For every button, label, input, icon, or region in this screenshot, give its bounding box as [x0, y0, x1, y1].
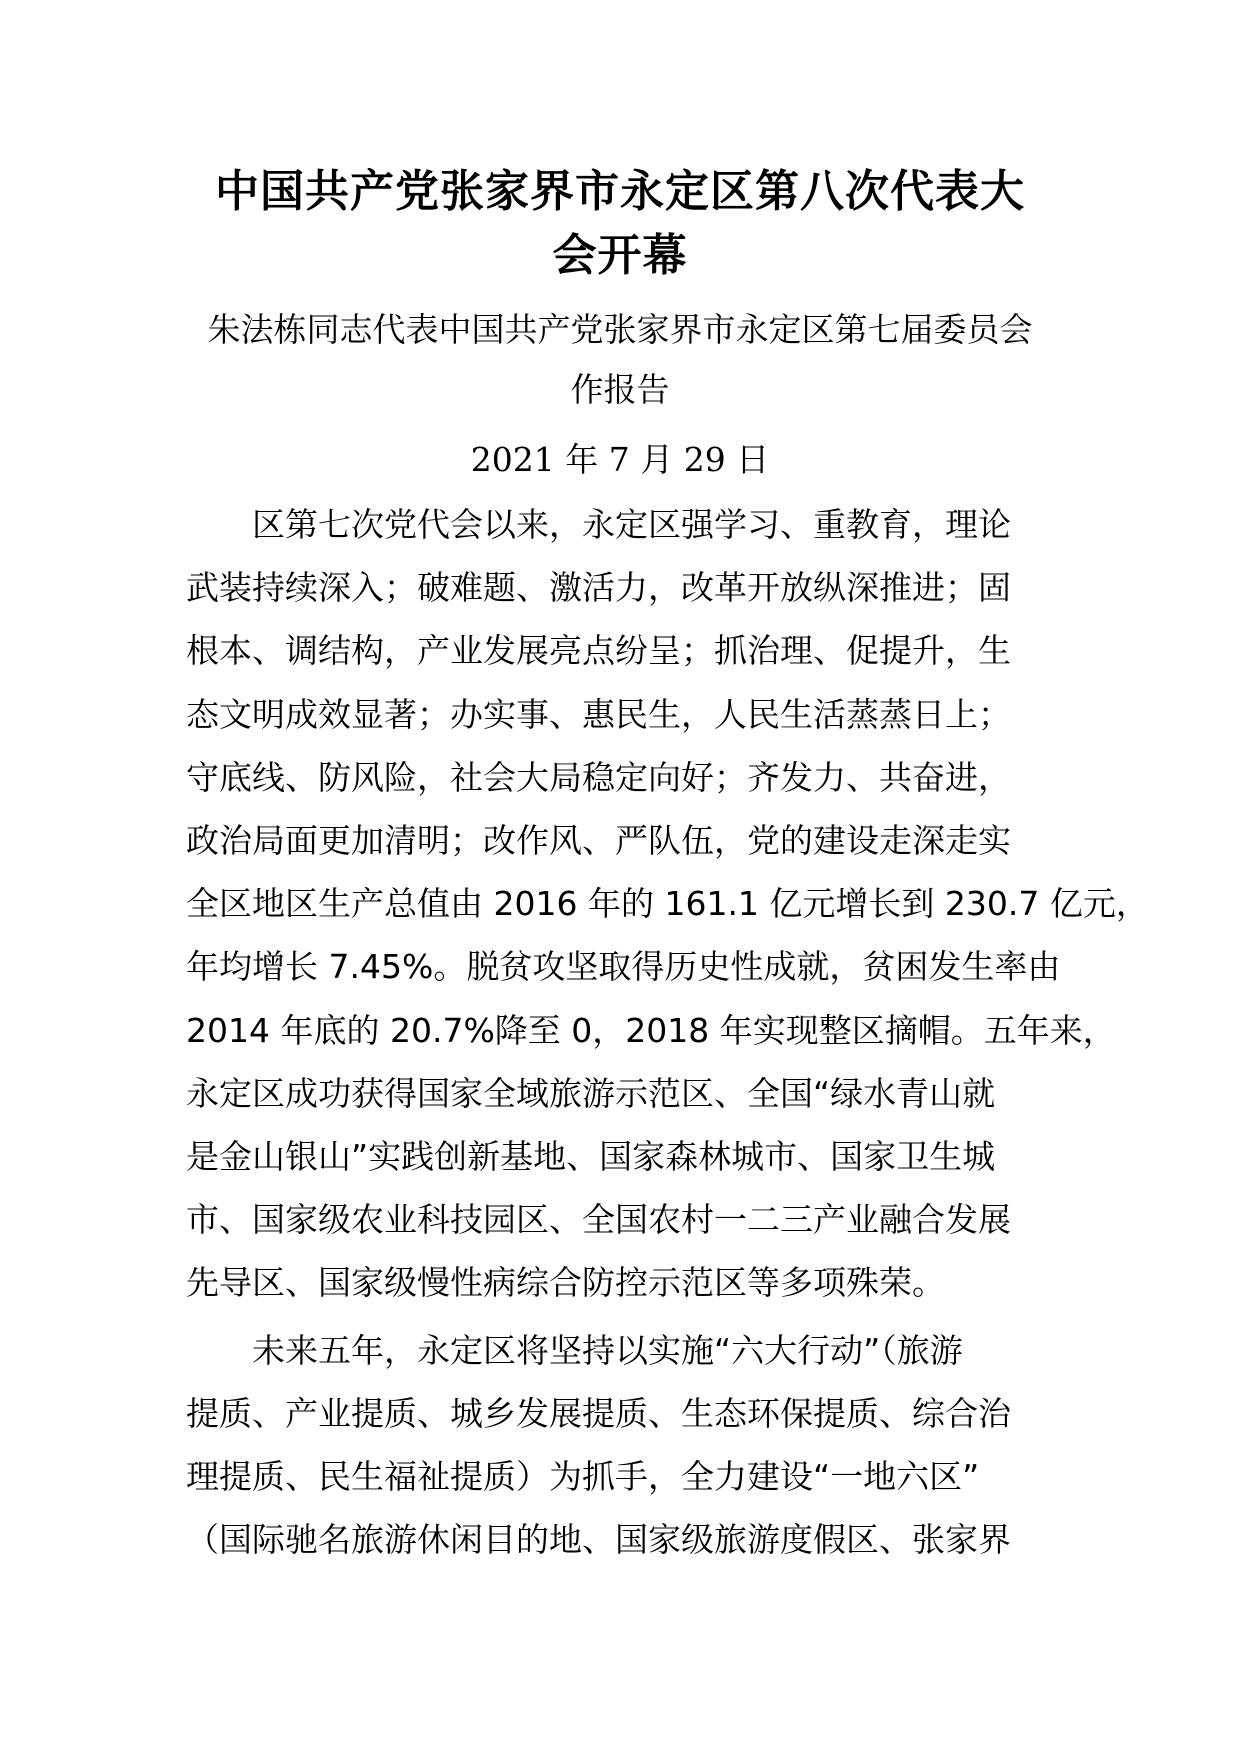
paragraph-line: 先导区、国家级慢性病综合防控示范区等多项殊荣。: [186, 1263, 945, 1303]
document-subtitle: [150, 300, 1090, 420]
paragraph-line: 态文明成效显著；办实事、惠民生，人民生活蒸蒸日上；: [186, 694, 1011, 734]
title-line: 会开幕: [552, 230, 688, 281]
paragraph-line: 年均增长 7.45%。脱贫攻坚取得历史性成就，贫困发生率由: [186, 947, 1061, 987]
title-line: 中国共产党张家界市永定区第八次代表大: [215, 166, 1025, 217]
paragraph-line: 提质、产业提质、城乡发展提质、生态环保提质、综合治: [186, 1393, 1011, 1433]
subtitle-line: 作报告: [570, 370, 670, 409]
paragraph-line: 理提质、民生福祉提质）为抓手，全力建设“一地六区”: [186, 1457, 980, 1497]
paragraph-line: 是金山银山”实践创新基地、国家森林城市、国家卫生城: [186, 1137, 996, 1177]
paragraph-line: 区第七次党代会以来，永定区强学习、重教育，理论: [252, 505, 1011, 544]
paragraph-line: 全区地区生产总值由 2016 年的 161.1 亿元增长到 230.7 亿元，: [186, 884, 1149, 924]
paragraph-line: 未来五年，永定区将坚持以实施“六大行动”（旅游: [252, 1330, 963, 1370]
paragraph-line: 市、国家级农业科技园区、全国农村一二三产业融合发展: [186, 1200, 1011, 1240]
document-date: 2021 年 7 月 29 日: [470, 440, 770, 479]
paragraph-line: （国际驰名旅游休闲目的地、国家级旅游度假区、张家界: [186, 1520, 1011, 1560]
paragraph-line: 永定区成功获得国家全域旅游示范区、全国“绿水青山就: [186, 1073, 996, 1113]
subtitle-line: 朱法栋同志代表中国共产党张家界市永定区第七届委员会: [207, 310, 1033, 349]
body-paragraph: [186, 1319, 1086, 1572]
paragraph-line: 2014 年底的 20.7%降至 0，2018 年实现整区摘帽。五年来，: [186, 1010, 1116, 1050]
paragraph-line: 守底线、防风险，社会大局稳定向好；齐发力、共奋进，: [186, 757, 1011, 797]
document-title: [150, 160, 1090, 288]
paragraph-line: 政治局面更加清明；改作风、严队伍，党的建设走深走实: [186, 821, 1011, 861]
document-body: [186, 493, 1149, 1571]
paragraph-line: 武装持续深入；破难题、激活力，改革开放纵深推进；固: [186, 568, 1011, 608]
body-paragraph: [186, 493, 1149, 1315]
paragraph-line: 根本、调结构，产业发展亮点纷呈；抓治理、促提升，生: [186, 631, 1011, 671]
